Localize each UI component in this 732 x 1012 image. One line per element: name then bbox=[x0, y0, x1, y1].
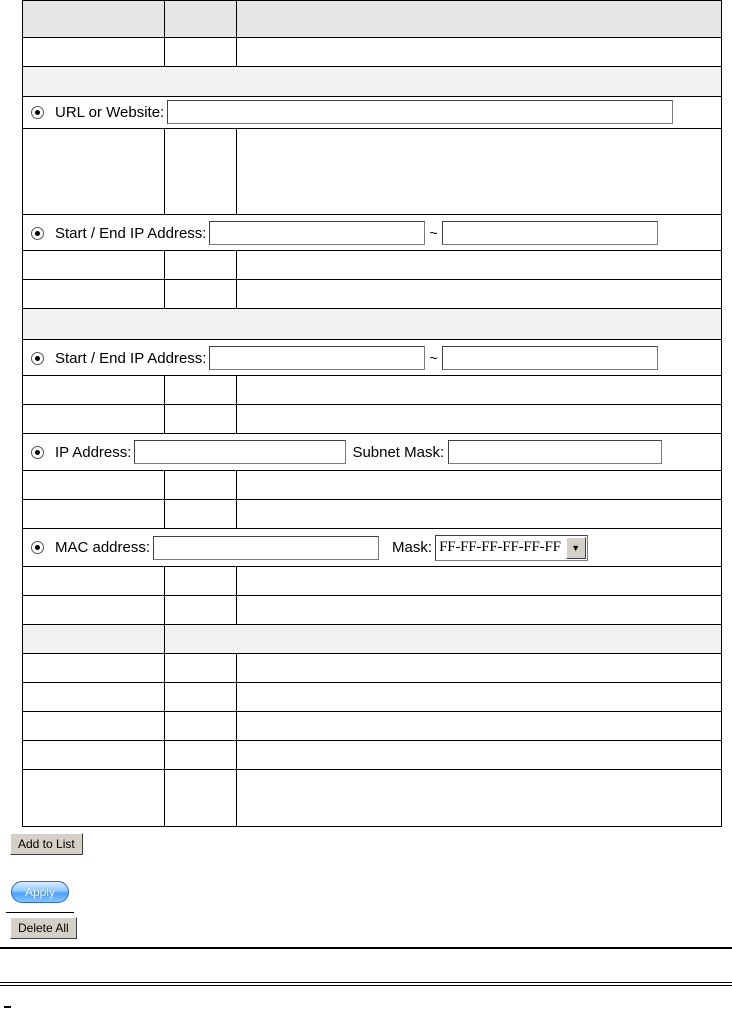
ip-range-option-row bbox=[23, 216, 721, 250]
row-line bbox=[23, 250, 721, 251]
row-line bbox=[23, 308, 721, 309]
mac-mask-select[interactable] bbox=[435, 535, 588, 561]
table-header bbox=[23, 0, 721, 37]
url-input[interactable] bbox=[167, 100, 673, 124]
url-option-label: URL or Website: bbox=[55, 103, 165, 121]
row-line bbox=[23, 375, 721, 376]
row-line bbox=[23, 595, 721, 596]
radio-selected-icon[interactable] bbox=[31, 106, 44, 119]
column-line bbox=[164, 470, 165, 528]
column-line bbox=[236, 470, 237, 528]
start-ip-input[interactable] bbox=[209, 346, 425, 370]
section-band bbox=[23, 625, 721, 653]
row-line bbox=[23, 566, 721, 567]
row-line bbox=[23, 499, 721, 500]
ip-address-label: IP Address: bbox=[55, 443, 132, 461]
column-line bbox=[164, 653, 165, 827]
end-ip-input[interactable] bbox=[442, 221, 658, 245]
row-line bbox=[23, 711, 721, 712]
row-line bbox=[23, 37, 721, 38]
row-line bbox=[23, 128, 721, 129]
column-line bbox=[236, 375, 237, 433]
range-separator: ~ bbox=[429, 225, 438, 241]
row-line bbox=[23, 0, 721, 1]
column-line bbox=[236, 0, 237, 66]
row-line bbox=[23, 339, 721, 340]
footer-mark bbox=[4, 1006, 11, 1008]
column-line bbox=[236, 128, 237, 214]
radio-selected-icon[interactable] bbox=[31, 541, 44, 554]
apply-button[interactable]: Apply bbox=[11, 881, 69, 903]
column-line bbox=[236, 566, 237, 624]
row-line bbox=[23, 740, 721, 741]
row-line bbox=[23, 769, 721, 770]
row-line bbox=[23, 528, 721, 529]
row-line bbox=[23, 470, 721, 471]
start-ip-input[interactable] bbox=[209, 221, 425, 245]
column-line bbox=[164, 0, 165, 66]
mac-mask-label: Mask: bbox=[392, 539, 433, 556]
row-line bbox=[23, 624, 721, 625]
row-line bbox=[23, 653, 721, 654]
delete-all-button[interactable]: Delete All bbox=[10, 917, 77, 939]
ip-range-label: Start / End IP Address: bbox=[55, 224, 207, 242]
url-option-row bbox=[23, 97, 721, 127]
page-divider bbox=[0, 947, 732, 949]
radio-selected-icon[interactable] bbox=[31, 227, 44, 240]
mac-address-label: MAC address: bbox=[55, 539, 151, 556]
row-line bbox=[23, 66, 721, 67]
column-line bbox=[164, 128, 165, 214]
chevron-down-icon[interactable]: ▼ bbox=[566, 537, 586, 559]
settings-table bbox=[22, 0, 722, 827]
page-divider bbox=[0, 985, 732, 986]
ip-range-option-row bbox=[23, 341, 721, 375]
mac-option-row bbox=[23, 530, 721, 565]
end-ip-input[interactable] bbox=[442, 346, 658, 370]
radio-selected-icon[interactable] bbox=[31, 446, 44, 459]
row-line bbox=[23, 682, 721, 683]
column-line bbox=[164, 250, 165, 308]
divider-short bbox=[6, 912, 74, 913]
ip-range-label: Start / End IP Address: bbox=[55, 349, 207, 367]
row-line bbox=[23, 279, 721, 280]
ip-address-input[interactable] bbox=[134, 440, 346, 464]
page-divider bbox=[0, 982, 732, 983]
subnet-mask-label: Subnet Mask: bbox=[352, 443, 445, 461]
column-line bbox=[236, 250, 237, 308]
section-band bbox=[23, 67, 721, 97]
section-band bbox=[23, 309, 721, 339]
radio-selected-icon[interactable] bbox=[31, 352, 44, 365]
add-to-list-button[interactable]: Add to List bbox=[10, 833, 83, 855]
row-line bbox=[23, 214, 721, 215]
mac-mask-selected-value: FF-FF-FF-FF-FF-FF bbox=[439, 539, 561, 555]
column-line bbox=[164, 566, 165, 624]
column-line bbox=[236, 653, 237, 827]
ip-subnet-option-row bbox=[23, 435, 721, 469]
column-line bbox=[164, 624, 165, 653]
column-line bbox=[164, 375, 165, 433]
row-line bbox=[23, 404, 721, 405]
row-line bbox=[23, 433, 721, 434]
range-separator: ~ bbox=[429, 350, 438, 366]
subnet-mask-input[interactable] bbox=[448, 440, 662, 464]
mac-address-input[interactable] bbox=[153, 536, 379, 560]
